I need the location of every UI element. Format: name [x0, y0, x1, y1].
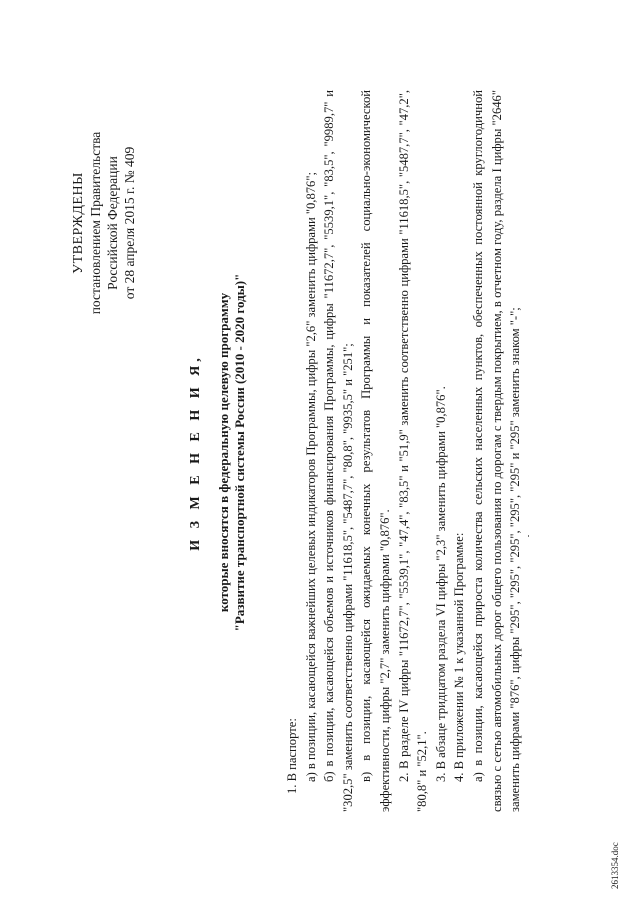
item-1a: а) в позиции, касающейся важнейших целевых индикаторов Программы, цифры "2,6" заменить цифрами "0,876";	[303, 172, 318, 782]
item-1b: б) в позиции, касающейся объемов и источников финансирования Программы, цифры "11672,7", "5539,1", "83,5", "9989,7" и "302,5" заменить соответственно цифрами "11618,5", "5487,7", "80,8", "9935,5" и "251";	[322, 90, 355, 812]
title-line-1: которые вносятся в федеральную целевую программу	[216, 292, 231, 613]
item-1c: в) в позиции, касающейся ожидаемых конечных результатов Программы и показателей социально-экономической эффективности, цифры "2,7" заменить цифрами "0,876".	[359, 90, 392, 812]
approval-line-1: постановлением Правительства	[88, 131, 103, 315]
item-3-section-vi: 3. В абзаце тридцатом раздела VI цифры "2,3" заменить цифрами "0,876".	[433, 386, 448, 782]
title-line-2: "Развитие транспортной системы России (2010 - 2020 годы)"	[232, 273, 247, 632]
item-1-passport: 1. В паспорте:	[285, 718, 299, 794]
item-2-section-iv: 2. В разделе IV цифры "11672,7", "5539,1", "47,4", "83,5" и "51,9" заменить соответственно цифрами "11618,5", "5487,7", "47,2", "80,8" и "52,1".	[396, 90, 430, 812]
approval-heading: УТВЕРЖДЕНЫ	[71, 172, 86, 274]
scan-speck	[528, 535, 529, 537]
title-main: И З М Е Н Е Н И Я,	[188, 354, 203, 551]
approval-line-2: Российской Федерации	[105, 156, 120, 290]
approval-block	[70, 103, 138, 343]
document-title	[188, 0, 248, 905]
item-4-appendix-1: 4. В приложении № 1 к указанной Программе:	[452, 532, 467, 782]
document-body	[283, 90, 525, 812]
document-id: 2613354.doc	[610, 842, 620, 889]
approval-line-3: от 28 апреля 2015 г. № 409	[122, 146, 137, 300]
item-4a: а) в позиции, касающейся прироста количества сельских населенных пунктов, обеспеченных постоянной круглогодичной связью с сетью автомобильных дорог общего пользования по дорогам с твердым покрытием, в отчетном году, раздела I цифры "2646" заменить цифрами "876", цифры "295", "295", "295", "295", "295" и "295" заменить знаком "-";	[470, 90, 523, 812]
